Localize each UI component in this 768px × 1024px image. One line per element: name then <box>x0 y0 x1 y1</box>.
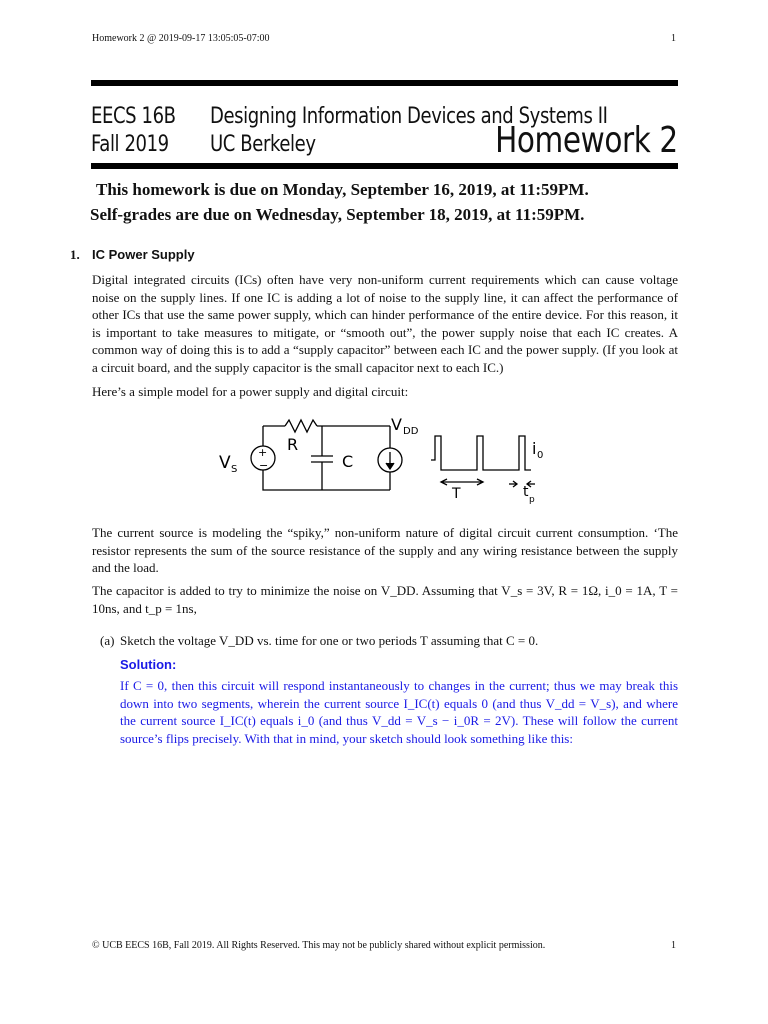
wire-bottom <box>263 426 390 490</box>
solution-heading: Solution: <box>120 657 177 672</box>
vdd-label: V <box>391 415 402 434</box>
due-date-line: This homework is due on Monday, September 16, 2019, at 11:59PM. <box>96 180 589 199</box>
homework-title: Homework 2 <box>495 120 678 161</box>
part-a-text: Sketch the voltage V_DD vs. time for one or two periods T assuming that C = 0. <box>120 633 539 648</box>
course-title: Designing Information Devices and Systems II <box>210 104 608 129</box>
running-page-number: 1 <box>671 33 676 44</box>
header-rule-bottom <box>91 163 678 169</box>
circuit-diagram <box>205 412 545 504</box>
resistor-label: R <box>287 435 299 454</box>
vs-plus-sign: + <box>258 446 268 459</box>
question-paragraph-1: Digital integrated circuits (ICs) often have very non-uniform current requirements which can cause voltage noise on the supply lines. If one IC is adding a lot of noise to the supply line, it can affect the performance of other ICs that use the same power supply, which can hinder performance of the entire device. For this reason, it is important to take measures to mitigate, or “smooth out”, the power supply noise that each IC creates. A common way of doing this is to add a “supply capacitor” between each IC and the power supply. (If you look at a circuit board, and the supply capacitor is the small capacitor next to each IC.) <box>92 272 678 375</box>
pulse-3 <box>505 436 531 470</box>
question-number: 1. <box>70 247 80 262</box>
period-label: T <box>452 486 461 502</box>
vs-label-sub: S <box>231 464 238 475</box>
pulse-1 <box>431 436 461 470</box>
footer-copyright: © UCB EECS 16B, Fall 2019. All Rights Reserved. This may not be publicly shared without explicit permission. <box>92 940 546 951</box>
vdd-label-sub: DD <box>403 426 419 437</box>
pulse-2 <box>461 436 505 470</box>
footer-page-number: 1 <box>671 940 676 951</box>
course-term: Fall 2019 <box>91 132 169 157</box>
question-paragraph-2: Here’s a simple model for a power supply and digital circuit: <box>92 384 409 399</box>
i0-label: i <box>532 439 537 458</box>
running-header: Homework 2 @ 2019-09-17 13:05:05-07:00 <box>92 33 270 44</box>
question-paragraph-3: The current source is modeling the “spiky,” non-uniform nature of digital circuit current consumption. ‘The resistor represents the sum of the source resistance of the supply and any wiring resistance between the supply and the load. <box>92 525 678 575</box>
pulse-width-label: t <box>523 484 529 500</box>
resistor-symbol <box>285 420 317 432</box>
i0-label-sub: 0 <box>537 450 544 461</box>
question-title: IC Power Supply <box>92 247 195 262</box>
pulse-width-label-sub: p <box>529 495 535 504</box>
course-code: EECS 16B <box>91 104 176 129</box>
header-rule-top <box>91 80 678 86</box>
vs-label: V <box>219 453 231 473</box>
part-a-label: (a) <box>100 633 115 648</box>
question-paragraph-4: The capacitor is added to try to minimize the noise on V_DD. Assuming that V_s = 3V, R = 1Ω, i_0 = 1A, T = 10ns, and t_p = 1ns, <box>92 583 678 616</box>
solution-text: If C = 0, then this circuit will respond instantaneously to changes in the current; thus we may break this down into two segments, wherein the current source I_IC(t) equals 0 (and thus V_dd = V_s), and where the current source I_IC(t) equals i_0 (and thus V_dd = V_s − i_0R = 2V). These will follow the current source’s flips precisely. With that in mind, your sketch should look something like this: <box>120 678 678 746</box>
capacitor-label: C <box>342 452 354 471</box>
institution: UC Berkeley <box>210 132 316 157</box>
self-grade-due-line: Self-grades are due on Wednesday, September 18, 2019, at 11:59PM. <box>90 205 585 224</box>
vs-minus-sign: − <box>259 459 269 472</box>
